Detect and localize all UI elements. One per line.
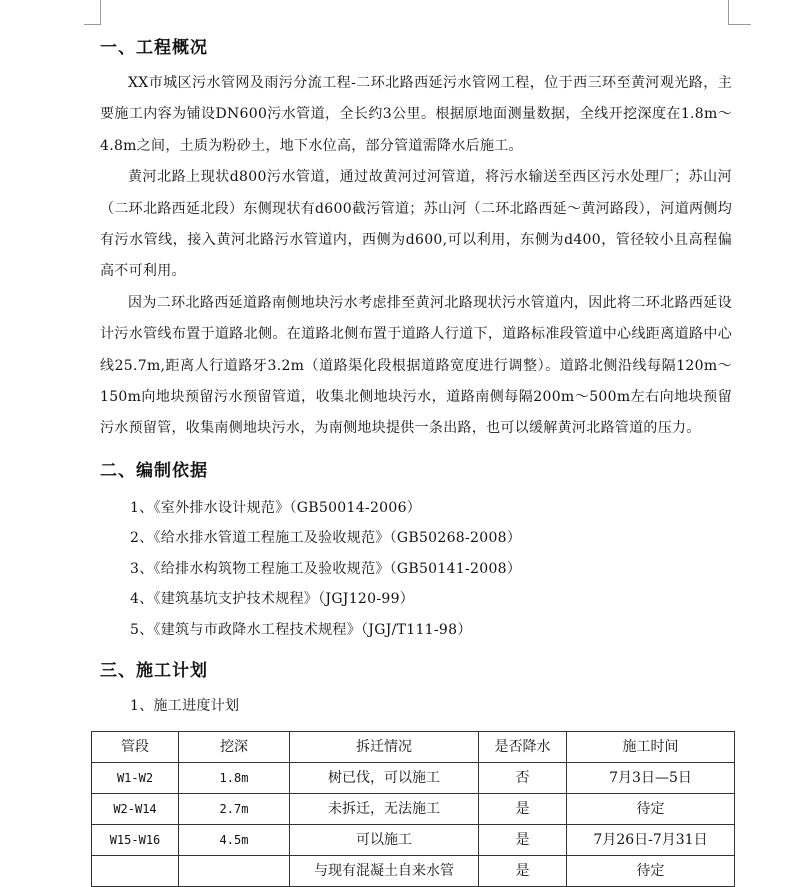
cell-time: 7月26日-7月31日: [567, 825, 735, 856]
table-row: [92, 763, 735, 794]
overview-paragraph-1: XX市城区污水管网及雨污分流工程-二环北路西延污水管网工程，位于西三环至黄河观光路，主要施工内容为铺设DN600污水管道，全长约3公里。根据原地面测量数据，全线开挖深度在1.8m～4.8m之间，土质为粉砂土，地下水位高，部分管道需降水后施工。: [100, 75, 732, 154]
cell-dewatering: 是: [479, 794, 567, 825]
cell-depth: 2.7m: [179, 794, 290, 825]
cell-dewatering: 否: [479, 763, 567, 794]
document-body: [100, 32, 732, 721]
cell-depth: 4.5m: [179, 825, 290, 856]
reference-item: 1、《室外排水设计规范》（GB50014-2006）: [130, 499, 422, 516]
schedule-table: [91, 731, 735, 887]
cell-dewatering: 是: [479, 825, 567, 856]
page-corner-mark-top-right: [728, 0, 751, 25]
cell-segment: W2-W14: [92, 794, 179, 825]
overview-paragraph-2: 黄河北路上现状d800污水管道，通过故黄河过河管道，将污水输送至西区污水处理厂；苏山河（二环北路西延北段）东侧现状有d600截污管道；苏山河（二环北路西延～黄河路段），河道两侧均有污水管线，接入黄河北路污水管道内，西侧为d600,可以利用，东侧为d400，管径较小且高程偏高不可利用。: [100, 169, 732, 280]
cell-demolition: 未拆迁，无法施工: [290, 794, 479, 825]
reference-item: 3、《给排水构筑物工程施工及验收规范》（GB50141-2008）: [130, 560, 522, 577]
header-segment: 管段: [92, 732, 179, 763]
cell-segment: [92, 856, 179, 887]
reference-item: 4、《建筑基坑支护技术规程》（JGJ120-99）: [130, 591, 415, 608]
page-corner-mark-top-left: [84, 0, 101, 25]
table-row: [92, 825, 735, 856]
section-heading-plan: 三、施工计划: [100, 661, 208, 682]
cell-demolition: 可以施工: [290, 825, 479, 856]
cell-demolition: 树已伐，可以施工: [290, 763, 479, 794]
reference-item: 2、《给水排水管道工程施工及验收规范》（GB50268-2008）: [130, 530, 522, 547]
cell-segment: W15-W16: [92, 825, 179, 856]
table-row: [92, 856, 735, 887]
cell-segment: W1-W2: [92, 763, 179, 794]
header-demolition: 拆迁情况: [290, 732, 479, 763]
cell-dewatering: 是: [479, 856, 567, 887]
table-header-row: [92, 732, 735, 763]
cell-depth: 1.8m: [179, 763, 290, 794]
section-heading-basis: 二、编制依据: [100, 460, 208, 481]
header-depth: 挖深: [179, 732, 290, 763]
cell-time: 待定: [567, 856, 735, 887]
reference-list: [100, 493, 732, 646]
reference-item: 5、《建筑与市政降水工程技术规程》（JGJ/T111-98）: [130, 621, 472, 638]
cell-depth: [179, 856, 290, 887]
cell-time: 7月3日—5日: [567, 763, 735, 794]
subheading-schedule: 1、施工进度计划: [130, 698, 240, 715]
header-dewatering: 是否降水: [479, 732, 567, 763]
section-heading-overview: 一、工程概况: [100, 38, 208, 58]
table-row: [92, 794, 735, 825]
header-time: 施工时间: [567, 732, 735, 763]
overview-paragraph-3: 因为二环北路西延道路南侧地块污水考虑排至黄河北路现状污水管道内，因此将二环北路西延设计污水管线布置于道路北侧。在道路北侧布置于道路人行道下，道路标准段管道中心线距离道路中心线25.7m,距离人行道路牙3.2m（道路渠化段根据道路宽度进行调整）。道路北侧沿线每隔120m～150m向地块预留污水预留管道，收集北侧地块污水，道路南侧每隔200m～500m左右向地块预留污水预留管，收集南侧地块污水，为南侧地块提供一条出路，也可以缓解黄河北路管道的压力。: [100, 294, 732, 437]
cell-time: 待定: [567, 794, 735, 825]
cell-demolition: 与现有混凝土自来水管: [290, 856, 479, 887]
